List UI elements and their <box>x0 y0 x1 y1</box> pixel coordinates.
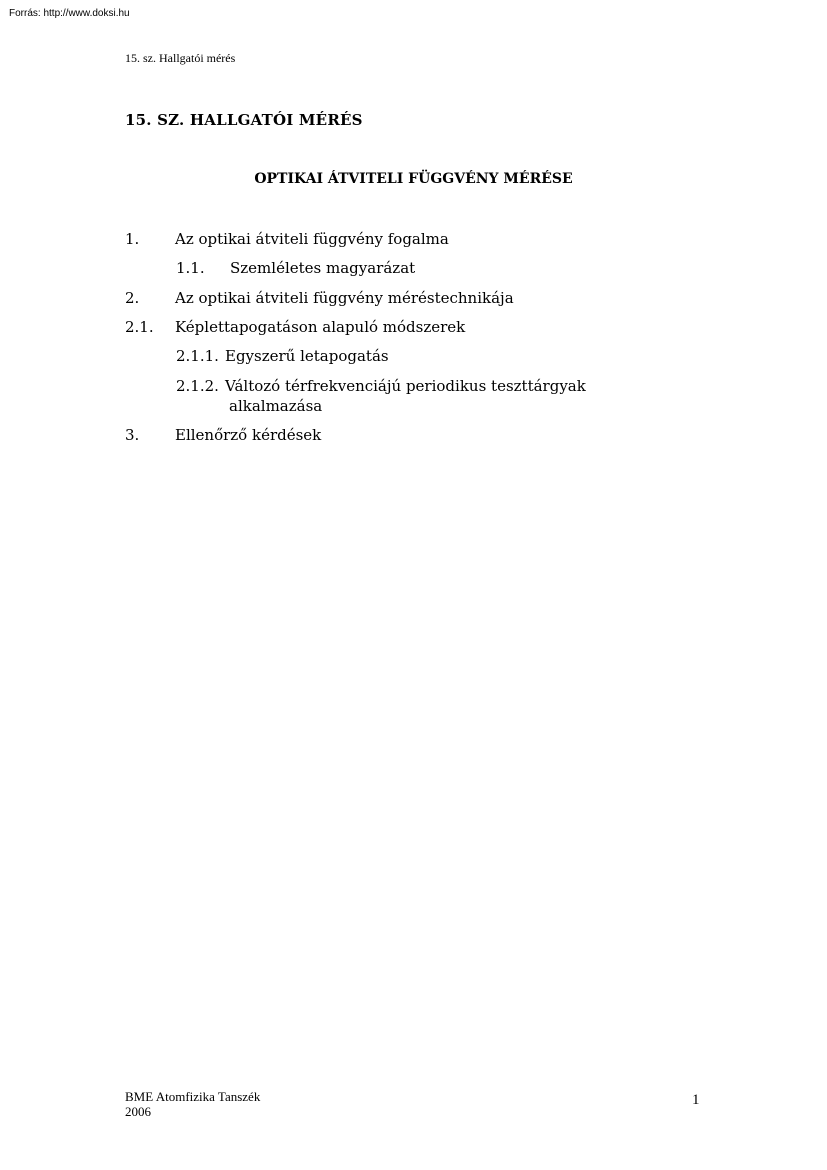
toc-number: 2.1. <box>125 318 154 336</box>
toc-text: Képlettapogatáson alapuló módszerek <box>175 318 466 336</box>
toc-text: Az optikai átviteli függvény méréstechnikája <box>175 289 514 307</box>
toc-text-continuation: alkalmazása <box>229 397 323 415</box>
toc-text: Az optikai átviteli függvény fogalma <box>175 230 449 248</box>
toc-item-2-1-2 <box>176 376 586 416</box>
toc-item-1 <box>125 229 449 249</box>
toc-number: 2. <box>125 289 140 307</box>
toc-text-wrapped <box>225 376 586 416</box>
page-title: 15. SZ. HALLGATÓI MÉRÉS <box>125 111 363 129</box>
footer-institution: BME Atomfizika Tanszék <box>125 1089 261 1104</box>
toc-text: Szemléletes magyarázat <box>230 259 416 277</box>
toc-number: 2.1.2. <box>176 377 219 395</box>
toc-item-3 <box>125 425 321 445</box>
toc-number: 1. <box>125 230 140 248</box>
toc-number: 2.1.1. <box>176 347 219 365</box>
toc-text: Változó térfrekvenciájú periodikus teszttárgyak <box>225 377 586 395</box>
toc-item-1-1 <box>176 258 415 278</box>
toc-number: 1.1. <box>176 259 205 277</box>
toc-text: Egyszerű letapogatás <box>225 347 389 365</box>
running-header: 15. sz. Hallgatói mérés <box>125 51 236 65</box>
page-number: 1 <box>692 1092 700 1108</box>
toc-number: 3. <box>125 426 140 444</box>
toc-item-2 <box>125 288 514 308</box>
source-label: Forrás: http://www.doksi.hu <box>9 8 130 19</box>
toc-item-2-1 <box>125 317 465 337</box>
toc-item-2-1-1 <box>176 346 389 366</box>
page-subtitle: OPTIKAI ÁTVITELI FÜGGVÉNY MÉRÉSE <box>254 171 573 187</box>
toc-text: Ellenőrző kérdések <box>175 426 322 444</box>
footer-institution-block <box>125 1089 260 1119</box>
footer-year: 2006 <box>125 1104 151 1119</box>
